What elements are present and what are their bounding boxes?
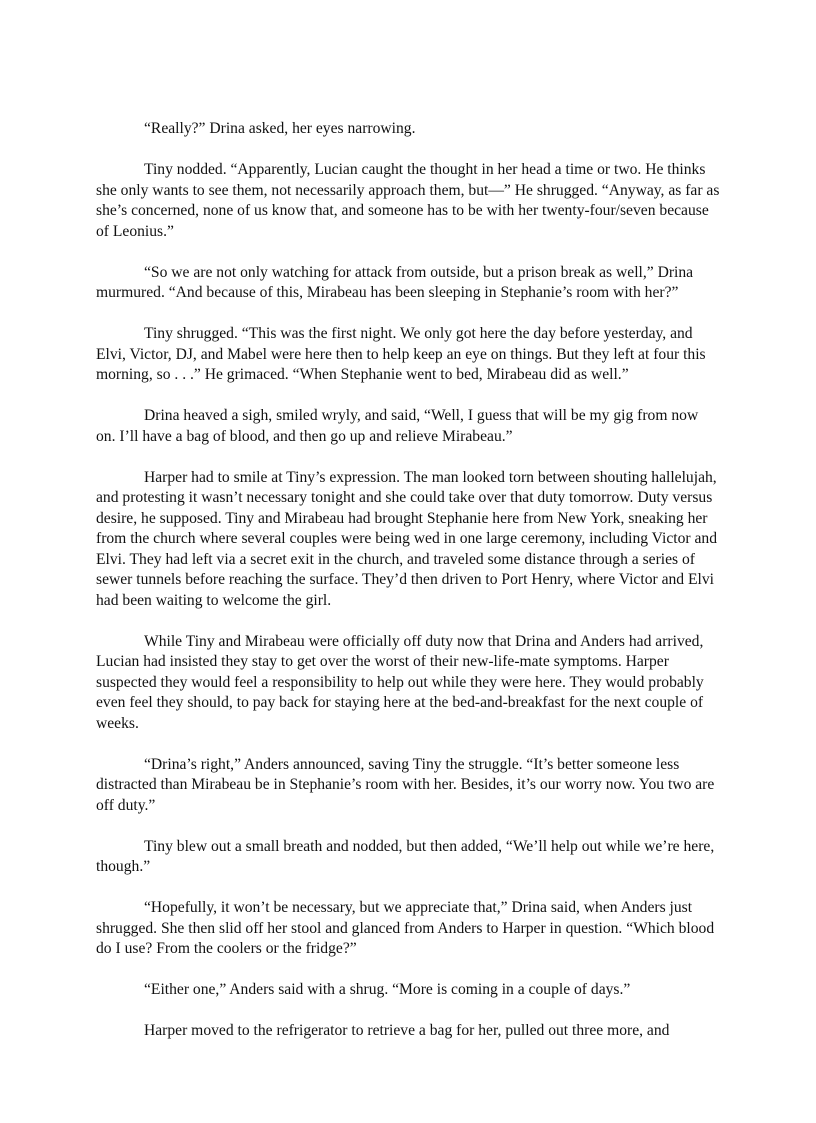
paragraph: “Drina’s right,” Anders announced, saving Tiny the struggle. “It’s better someone less distracted than Mirabeau be in Stephanie’s room with her. Besides, it’s our worry now. You two are off duty.”	[96, 755, 715, 814]
paragraph: Harper had to smile at Tiny’s expression. The man looked torn between shouting hallelujah, and protesting it wasn’t necessary tonight and she could take over that duty tomorrow. Duty versus desire, he supposed. Tiny and Mirabeau had brought Stephanie here from New York, sneaking her from the church where several couples were being wed in one large ceremony, including Victor and Elvi. They had left via a secret exit in the church, and traveled some distance through a series of sewer tunnels before reaching the surface. They’d then driven to Port Henry, where Victor and Elvi had been waiting to welcome the girl.	[96, 468, 717, 609]
paragraph: Harper moved to the refrigerator to retrieve a bag for her, pulled out three more, and	[144, 1022, 670, 1039]
paragraph: Tiny shrugged. “This was the first night. We only got here the day before yesterday, and Elvi, Victor, DJ, and Mabel were here then to help keep an eye on things. But they left at four this morning, so . . .” He grimaced. “When Stephanie went to bed, Mirabeau did as well.”	[96, 325, 706, 383]
paragraph: “Hopefully, it won’t be necessary, but we appreciate that,” Drina said, when Anders just shrugged. She then slid off her stool and glanced from Anders to Harper in question. “Which blood do I use? From the coolers or the fridge?”	[96, 899, 715, 957]
paragraph: While Tiny and Mirabeau were officially off duty now that Drina and Anders had arrived, Lucian had insisted they stay to get over the worst of their new-life-mate symptoms. Harper suspected they would feel a responsibility to help out while they were here. They would probably even feel they should, to pay back for staying here at the bed-and-breakfast for the next couple of weeks.	[96, 632, 704, 732]
paragraph: Drina heaved a sigh, smiled wryly, and said, “Well, I guess that will be my gig from now on. I’ll have a bag of blood, and then go up and relieve Mirabeau.”	[96, 407, 699, 445]
paragraph: “So we are not only watching for attack from outside, but a prison break as well,” Drina murmured. “And because of this, Mirabeau has been sleeping in Stephanie’s room with her?”	[96, 263, 694, 301]
paragraph: Tiny blew out a small breath and nodded, but then added, “We’ll help out while we’re here, though.”	[96, 837, 715, 875]
paragraph: “Really?” Drina asked, her eyes narrowing.	[144, 120, 416, 137]
body-text	[96, 119, 720, 1062]
paragraph: Tiny nodded. “Apparently, Lucian caught the thought in her head a time or two. He thinks she only wants to see them, not necessarily approach them, but—” He shrugged. “Anyway, as far as she’s concerned, none of us know that, and someone has to be with her twenty-four/seven because of Leonius.”	[96, 161, 720, 240]
paragraph: “Either one,” Anders said with a shrug. “More is coming in a couple of days.”	[144, 981, 631, 998]
